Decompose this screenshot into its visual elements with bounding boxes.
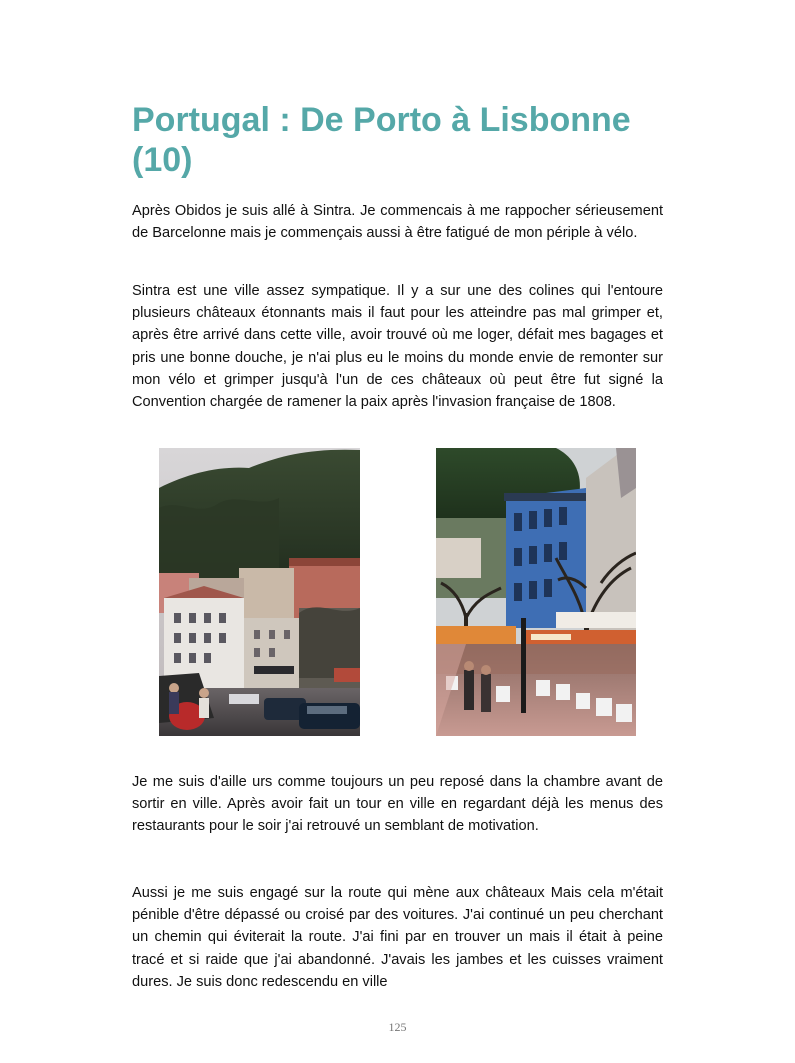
page-number: 125 <box>388 1020 407 1034</box>
photo-sintra-town-hillside <box>159 448 360 736</box>
paragraph-4: Aussi je me suis engagé sur la route qui mène aux châteaux Mais cela m'était pénible d'être dépassé ou croisé par des voitures. J'ai continué un peu cherchant un chemin qui éviterait la route. J'ai fini par en trouver un mais il était à peine tracé et si raide que j'ai abandonné. J'avais les jambes et les cuisses vraiment dures. Je suis donc redescendu en ville <box>132 885 663 990</box>
paragraph-2: Sintra est une ville assez sympatique. Il y a sur une des colines qui l'entoure plusieurs châteaux étonnants mais il faut pour les atteindre pas mal grimper et, après être arrivé dans cette ville, avoir trouvé où me loger, défait mes bagages et pris une bonne douche, je n'ai plus eu le moins du monde envie de remonter sur mon vélo et grimper jusqu'à l'un de ces châteaux où peut être fut signé la Convention chargée de ramener la paix après l'invasion française de 1808. <box>132 283 663 411</box>
photo-sintra-blue-building-cafe <box>436 448 636 736</box>
document-page <box>132 100 663 990</box>
paragraph-3: Je me suis d'aille urs comme toujours un peu reposé dans la chambre avant de sortir en ville. Après avoir fait un tour en ville en regardant déjà les menus des restaurants pour le soir j'ai retrouvé un semblant de motivation. <box>132 774 663 835</box>
page-title: Portugal : De Porto à Lisbonne (10) <box>132 101 631 179</box>
paragraph-1: Après Obidos je suis allé à Sintra. Je commencais à me rappocher sérieusement de Barcelonne mais je commençais aussi à être fatigué de mon périple à vélo. <box>132 203 663 242</box>
